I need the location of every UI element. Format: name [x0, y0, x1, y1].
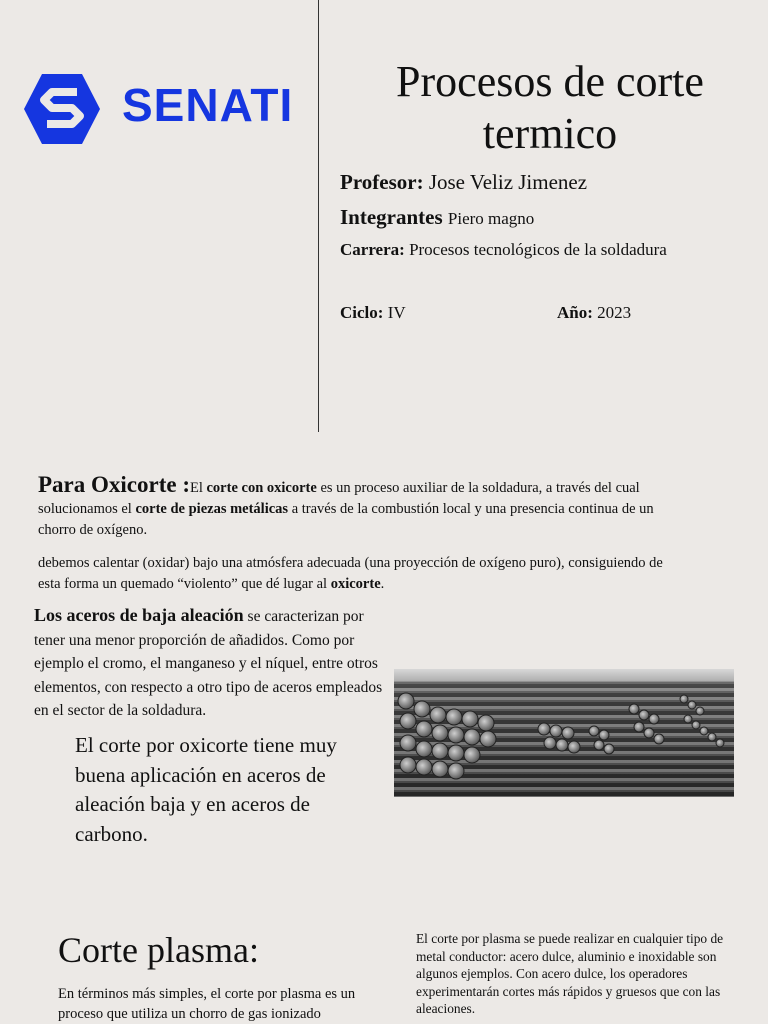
oxicorte-text-c: es un proceso auxiliar de la soldadura, a través del cual solucionamos el [38, 480, 640, 517]
steel-bars-image [394, 669, 734, 797]
anio-row [557, 303, 631, 323]
profesor-value: Jose Veliz Jimenez [428, 170, 588, 194]
integrantes-value: Piero magno [447, 209, 535, 228]
oxicorte-text-e: a través de la combustión local y una presencia continua de un chorro de oxígeno. [38, 501, 654, 538]
oxicorte-paragraph [38, 474, 688, 541]
plasma-heading: Corte plasma: [58, 930, 259, 970]
ciclo-label: Ciclo: [340, 303, 384, 322]
plasma-left-text: En términos más simples, el corte por plasma es un proceso que utiliza un chorro de gas ionizado [58, 986, 356, 1022]
oxicorte-summary: El corte por oxicorte tiene muy buena aplicación en aceros de aleación baja y en aceros de carbono. [75, 733, 337, 846]
oxicorte-bold-2: corte de piezas metálicas [135, 501, 289, 517]
title-line-2: termico [482, 109, 618, 158]
anio-label: Año: [557, 303, 593, 322]
oxicorte-bold-1: corte con oxicorte [206, 480, 317, 496]
title-line-1: Procesos de corte [396, 57, 704, 106]
senati-logo [22, 72, 302, 146]
plasma-right-text: El corte por plasma se puede realizar en cualquier tipo de metal conductor: acero dulce, aluminio e inoxidable son algunos ejemplos. Con acero dulce, los operadores experimentarán cortes más rápidos y gruesos que con las aleaciones. [416, 931, 724, 1016]
carrera-label: Carrera: [340, 240, 405, 259]
aceros-text: se caracterizan por tener una menor proporción de añadidos. Como por ejemplo el cromo, el manganeso y el níquel, entre otros elementos, con respecto a otro tipo de aceros empleados en el sector de la soldadura. [34, 608, 383, 719]
senati-logo-icon [22, 72, 102, 146]
integrantes-row [340, 205, 534, 230]
oxicorte2-text-a: debemos calentar (oxidar) bajo una atmósfera adecuada (una proyección de oxígeno puro), consiguiendo de esta forma un quemado “violento” que dé lugar al [38, 555, 663, 592]
oxicorte-paragraph-2 [38, 553, 678, 595]
anio-value: 2023 [597, 303, 632, 322]
ciclo-value: IV [387, 303, 406, 322]
aceros-heading: Los aceros de baja aleación [34, 605, 244, 625]
oxicorte-text-a: El [189, 480, 207, 496]
oxicorte2-bold: oxicorte [330, 576, 381, 592]
oxicorte2-text-c: . [380, 576, 385, 592]
oxicorte-heading: Para Oxicorte : [38, 472, 190, 497]
vertical-divider [318, 0, 319, 432]
integrantes-label: Integrantes [340, 205, 443, 229]
carrera-value: Procesos tecnológicos de la soldadura [409, 240, 667, 259]
aceros-paragraph [34, 604, 396, 723]
carrera-row [340, 240, 667, 260]
profesor-row [340, 170, 587, 195]
steel-bars-illustration [394, 669, 734, 797]
page-title [340, 56, 760, 160]
ciclo-row [340, 303, 406, 323]
logo-text: SENATI [122, 79, 294, 131]
profesor-label: Profesor: [340, 170, 424, 194]
